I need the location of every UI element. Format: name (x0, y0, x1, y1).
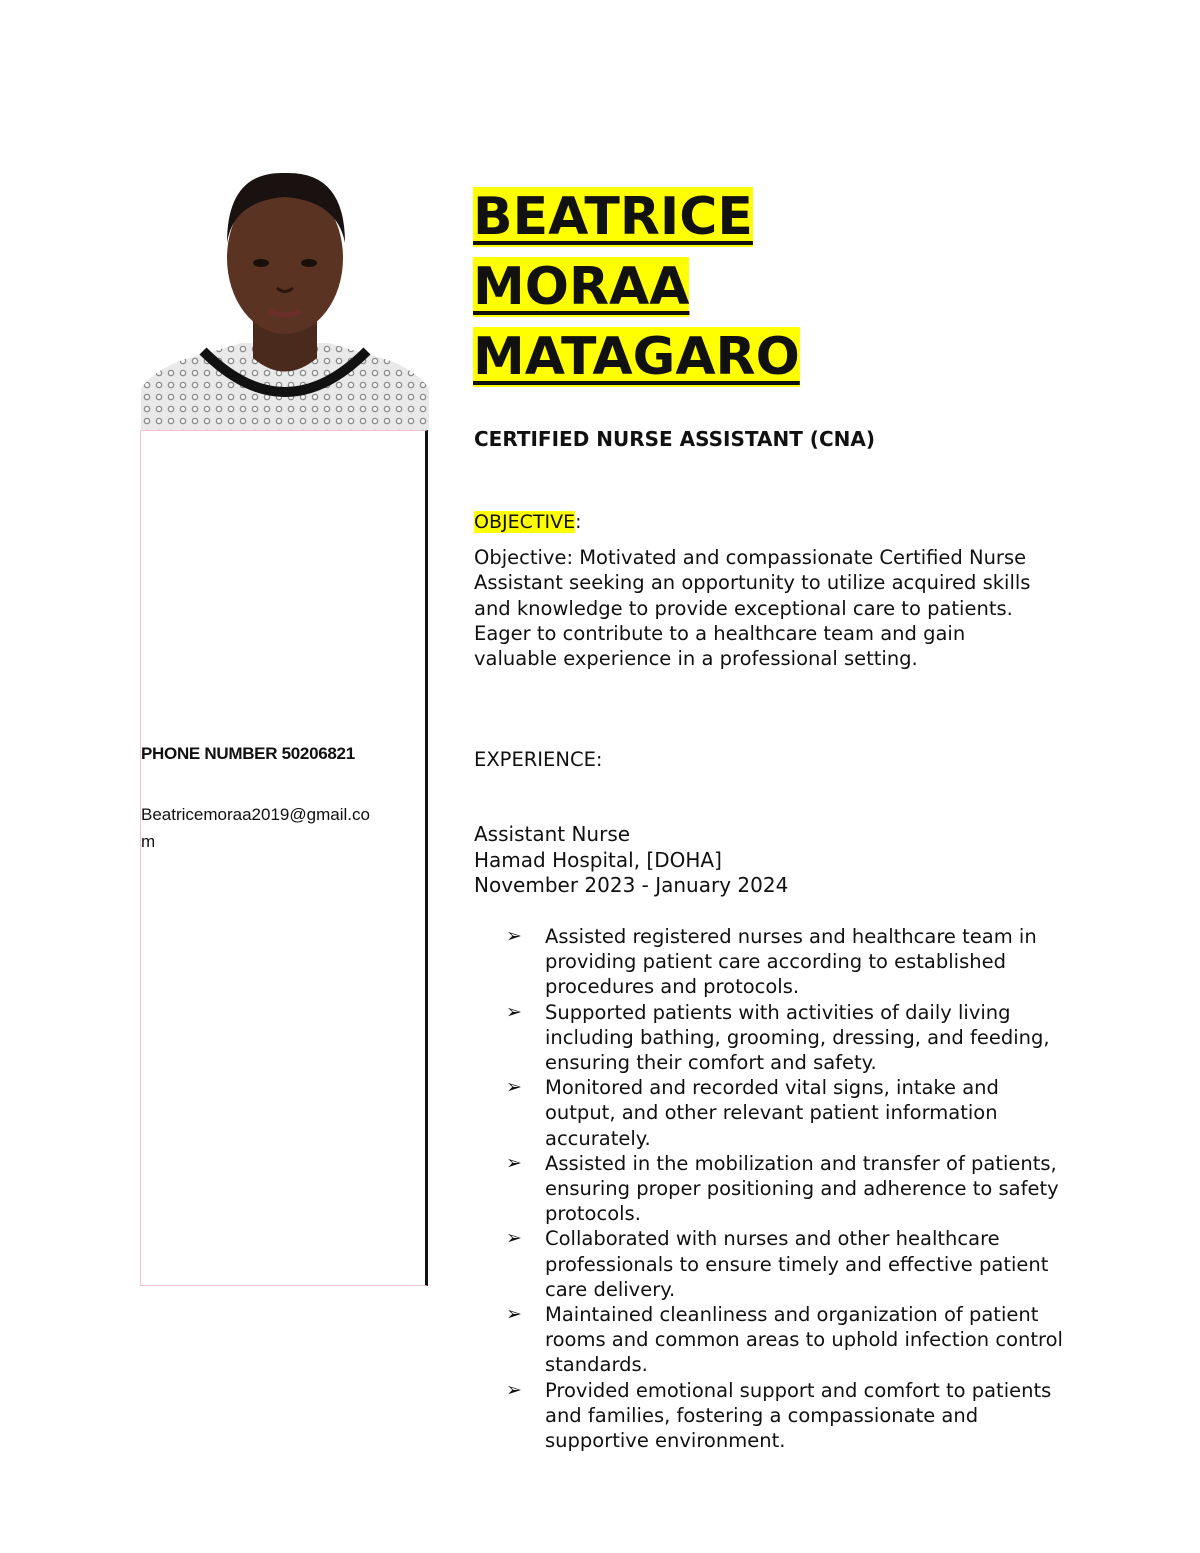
profile-photo (141, 163, 429, 431)
name-line-2: MORAA (473, 257, 690, 317)
objective-heading (474, 511, 581, 533)
experience-heading: EXPERIENCE: (474, 748, 603, 771)
arrow-bullet-icon: ➢ (506, 1303, 522, 1326)
job-role: Assistant Nurse (474, 822, 631, 846)
duties-list (506, 924, 1066, 1453)
objective-heading-label: OBJECTIVE (474, 511, 576, 533)
job-title: CERTIFIED NURSE ASSISTANT (CNA) (474, 427, 875, 451)
duty-text: Assisted registered nurses and healthcare team in providing patient care according to established procedures and protocols. (545, 925, 1037, 999)
duty-text: Provided emotional support and comfort to patients and families, fostering a compassionate and supportive environment. (545, 1378, 1052, 1453)
arrow-bullet-icon: ➢ (506, 925, 522, 947)
name-line-3: MATAGARO (473, 327, 800, 387)
arrow-bullet-icon: ➢ (506, 1151, 522, 1174)
job-entry (474, 822, 788, 899)
candidate-name (473, 182, 893, 392)
duty-text: Assisted in the mobilization and transfer of patients, ensuring proper positioning and adherence to safety protocols. (545, 1151, 1059, 1226)
list-item (506, 1378, 1066, 1454)
name-line-1: BEATRICE (473, 187, 753, 247)
list-item (506, 1075, 1066, 1151)
job-dates: November 2023 - January 2024 (474, 873, 789, 897)
arrow-bullet-icon: ➢ (506, 1227, 522, 1250)
list-item (506, 1226, 1066, 1302)
arrow-bullet-icon: ➢ (506, 1000, 522, 1023)
arrow-bullet-icon: ➢ (506, 1378, 522, 1401)
list-item (506, 1302, 1066, 1378)
email-address: Beatricemoraa2019@gmail.com (141, 805, 370, 851)
objective-text: Objective: Motivated and compassionate Certified Nurse Assistant seeking an opportunity to utilize acquired skills and knowledge to provide exceptional care to patients. Eager to contribute to a healthcare team and gain valuable experience in a professional setting. (474, 546, 1031, 671)
sidebar-panel (140, 430, 428, 1286)
duty-text: Supported patients with activities of daily living including bathing, grooming, dressing, and feeding, ensuring their comfort and safety. (545, 1000, 1050, 1075)
duty-text: Monitored and recorded vital signs, intake and output, and other relevant patient information accurately. (545, 1076, 999, 1150)
list-item (506, 1151, 1066, 1227)
list-item (506, 1000, 1066, 1076)
job-employer: Hamad Hospital, [DOHA] (474, 847, 722, 872)
duty-text: Maintained cleanliness and organization of patient rooms and common areas to uphold infection control standards. (545, 1303, 1063, 1377)
portrait-image (141, 163, 429, 431)
duty-text: Collaborated with nurses and other healthcare professionals to ensure timely and effective patient care delivery. (545, 1227, 1049, 1301)
list-item (506, 924, 1066, 1000)
phone-number: PHONE NUMBER 50206821 (141, 744, 355, 763)
arrow-bullet-icon: ➢ (506, 1076, 522, 1099)
objective-heading-colon: : (575, 511, 582, 533)
